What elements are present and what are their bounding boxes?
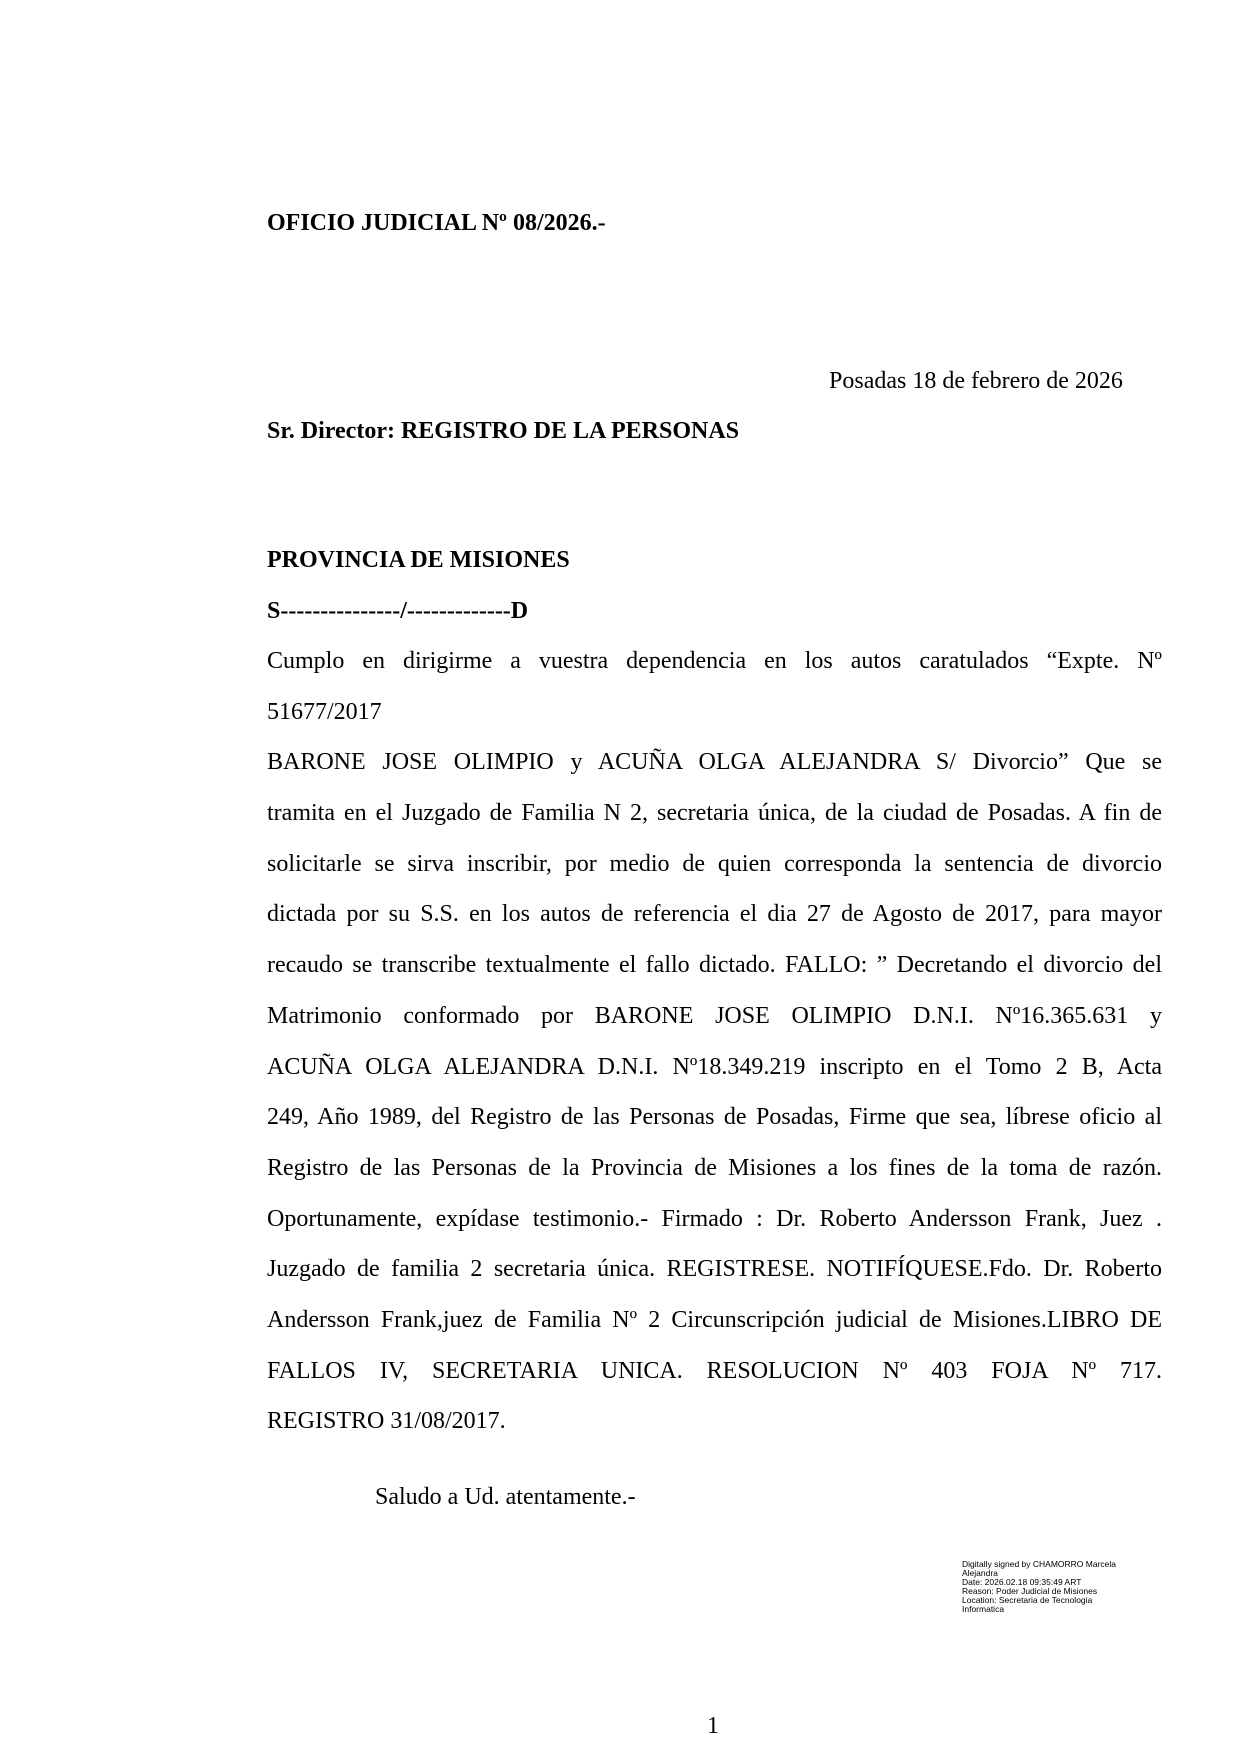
- body-line: Matrimonio conformado por BARONE JOSE OLIMPIO D.N.I. Nº16.365.631 y: [267, 1002, 1162, 1029]
- body-line: Oportunamente, expídase testimonio.- Firmado : Dr. Roberto Andersson Frank, Juez .: [267, 1205, 1162, 1232]
- salutation-sd: S---------------/-------------D: [267, 598, 529, 624]
- body-line: Juzgado de familia 2 secretaria única. REGISTRESE. NOTIFÍQUESE.Fdo. Dr. Roberto: [267, 1256, 1162, 1283]
- body-line: solicitarle se sirva inscribir, por medio de quien corresponda la sentencia de divorcio: [267, 850, 1162, 877]
- body-line: Andersson Frank,juez de Familia Nº 2 Circunscripción judicial de Misiones.LIBRO DE: [267, 1306, 1162, 1333]
- document-title: OFICIO JUDICIAL Nº 08/2026.-: [267, 210, 606, 236]
- body-line: dictada por su S.S. en los autos de referencia el dia 27 de Agosto de 2017, para mayor: [267, 901, 1162, 928]
- signature-line: Informatica: [962, 1604, 1005, 1614]
- page-number: 1: [707, 1713, 719, 1739]
- body-line: ACUÑA OLGA ALEJANDRA D.N.I. Nº18.349.219 inscripto en el Tomo 2 B, Acta: [267, 1053, 1162, 1080]
- body-line: Cumplo en dirigirme a vuestra dependencia en los autos caratulados “Expte. Nº: [267, 648, 1162, 674]
- body-line: BARONE JOSE OLIMPIO y ACUÑA OLGA ALEJANDRA S/ Divorcio” Que se: [267, 749, 1162, 776]
- body-line: FALLOS IV, SECRETARIA UNICA. RESOLUCION Nº 403 FOJA Nº 717.: [267, 1357, 1162, 1384]
- province: PROVINCIA DE MISIONES: [267, 547, 570, 573]
- place-date: Posadas 18 de febrero de 2026: [829, 368, 1123, 394]
- body-text: [267, 647, 1162, 1458]
- digital-signature: [962, 1560, 1142, 1614]
- body-line: tramita en el Juzgado de Familia N 2, secretaria única, de la ciudad de Posadas. A fin de: [267, 800, 1162, 827]
- signature-line: Date: 2026.02.18 09:35:49 ART: [962, 1577, 1082, 1587]
- signature-line: Reason: Poder Judicial de Misiones: [962, 1586, 1098, 1596]
- addressee: Sr. Director: REGISTRO DE LA PERSONAS: [267, 418, 740, 444]
- body-line: 51677/2017: [267, 698, 382, 725]
- body-line: REGISTRO 31/08/2017.: [267, 1408, 506, 1435]
- closing: Saludo a Ud. atentamente.-: [375, 1484, 636, 1510]
- signature-line: Location: Secretaria de Tecnologia: [962, 1595, 1093, 1605]
- signature-line: Alejandra: [962, 1568, 998, 1578]
- body-line: recaudo se transcribe textualmente el fallo dictado. FALLO: ” Decretando el divorcio del: [267, 952, 1162, 979]
- body-line: 249, Año 1989, del Registro de las Personas de Posadas, Firme que sea, líbrese oficio al: [267, 1104, 1162, 1131]
- body-line: Registro de las Personas de la Provincia de Misiones a los fines de la toma de razón.: [267, 1154, 1162, 1181]
- signature-line: Digitally signed by CHAMORRO Marcela: [962, 1559, 1116, 1569]
